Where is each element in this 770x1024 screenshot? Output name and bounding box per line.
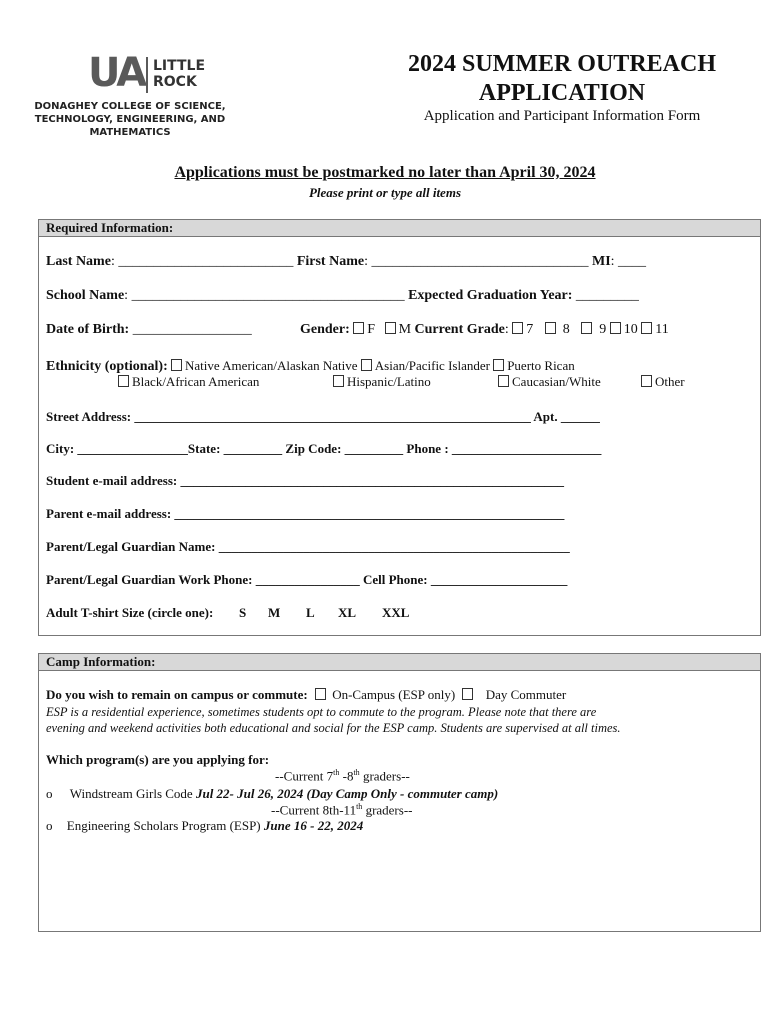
commute-question: Do you wish to remain on campus or commute:: [46, 687, 308, 702]
group-2-post: graders--: [362, 802, 413, 818]
ethnicity-native-label: Native American/Alaskan Native: [184, 358, 358, 373]
grade-9-checkbox[interactable]: [581, 322, 592, 334]
ethnicity-black-option: [118, 374, 259, 390]
program-2-row[interactable]: [46, 818, 363, 834]
ethnicity-puerto-rican-checkbox[interactable]: [493, 359, 504, 371]
group-2-pre: --Current 8th-11: [271, 802, 357, 818]
current-grade-label: Current Grade: [414, 322, 505, 337]
program-1-name: Windstream Girls Code: [69, 786, 193, 801]
dob-field[interactable]: _________________: [132, 322, 252, 337]
grade-8-label: 8: [562, 322, 570, 337]
street-row: [46, 409, 600, 425]
group-1-sup1: th: [333, 768, 340, 777]
group-1-header: [275, 768, 410, 784]
grade-10-checkbox[interactable]: [610, 322, 621, 334]
deadline-notice: Applications must be postmarked no later than April 30, 2024: [174, 164, 596, 181]
size-s[interactable]: S: [239, 605, 247, 620]
guardian-name-field[interactable]: ______________________________________________________: [218, 539, 570, 554]
size-xl[interactable]: XL: [338, 605, 357, 620]
city-field[interactable]: _________________: [77, 441, 188, 456]
page-title: 2024 SUMMER OUTREACH APPLICATION: [407, 51, 716, 106]
school-name-label: School Name: [46, 288, 125, 303]
size-xxl[interactable]: XXL: [382, 605, 410, 620]
city-row: [46, 441, 601, 457]
guardian-phone-row: [46, 572, 567, 588]
size-l[interactable]: L: [306, 605, 315, 620]
group-1-sup2: th: [353, 768, 360, 777]
street-field[interactable]: _____________________________________________________________: [134, 409, 531, 424]
guardian-name-row: [46, 539, 570, 555]
ethnicity-other-option: [641, 374, 685, 390]
ethnicity-asian-label: Asian/Pacific Islander: [374, 358, 490, 373]
gender-f-label: F: [367, 322, 376, 337]
logo-rock-text: ROCK: [153, 74, 197, 90]
grade-7-label: 7: [526, 322, 534, 337]
group-2-header: [271, 802, 412, 818]
last-name-label: Last Name: [46, 254, 111, 269]
ethnicity-asian-checkbox[interactable]: [361, 359, 372, 371]
parent-email-field[interactable]: ____________________________________________________________: [174, 506, 565, 521]
ethnicity-native-checkbox[interactable]: [171, 359, 182, 371]
ethnicity-black-label: Black/African American: [132, 374, 260, 389]
ethnicity-row-1: [46, 358, 575, 375]
ethnicity-black-checkbox[interactable]: [118, 375, 129, 387]
mi-label: MI: [591, 254, 611, 269]
city-label: City:: [46, 441, 75, 456]
programs-question: Which program(s) are you applying for:: [46, 752, 270, 767]
gender-m-label: M: [398, 322, 412, 337]
grade-8-checkbox[interactable]: [545, 322, 556, 334]
ethnicity-caucasian-checkbox[interactable]: [498, 375, 509, 387]
gender-m-checkbox[interactable]: [385, 322, 396, 334]
parent-email-row: [46, 506, 564, 522]
last-name-field[interactable]: _________________________: [118, 254, 294, 269]
apt-field[interactable]: ______: [560, 409, 600, 424]
ethnicity-hispanic-option: [333, 374, 431, 390]
school-row: School Name: _______________________________________ Expected Graduation Year: _________: [46, 288, 639, 303]
program-1-row[interactable]: [46, 786, 498, 802]
program-2-name: Engineering Scholars Program (ESP): [66, 818, 261, 833]
group-1-post: graders--: [359, 768, 410, 784]
esp-note-line-2: evening and weekend activities both educational and social for the ESP camp. Students are supervised at all times.: [46, 721, 621, 735]
ethnicity-caucasian-option: [498, 374, 601, 390]
grade-9-label: 9: [599, 322, 607, 337]
gender-grade-row: Gender: F M Current Grade: 7 8 9 10 11: [300, 322, 669, 337]
zip-label: Zip Code:: [285, 441, 342, 456]
first-name-field[interactable]: _______________________________: [371, 254, 589, 269]
on-campus-label: On-Campus (ESP only): [332, 687, 456, 702]
group-1-pre: --Current 7: [275, 768, 334, 784]
ethnicity-label: Ethnicity (optional):: [46, 359, 168, 374]
guardian-work-phone-label: Parent/Legal Guardian Work Phone:: [46, 572, 253, 587]
esp-note-line-1: ESP is a residential experience, sometimes students opt to commute to the program. Please note that there are: [46, 705, 597, 719]
dob-label: Date of Birth:: [46, 322, 130, 337]
camp-info-heading: Camp Information:: [39, 654, 760, 671]
ethnicity-hispanic-label: Hispanic/Latino: [347, 374, 431, 389]
guardian-name-label: Parent/Legal Guardian Name:: [46, 539, 216, 554]
logo-little-text: LITTLE: [153, 58, 206, 74]
day-commuter-checkbox[interactable]: [462, 688, 473, 700]
ethnicity-caucasian-label: Caucasian/White: [512, 374, 601, 389]
program-2-bullet[interactable]: o: [46, 818, 53, 833]
gender-f-checkbox[interactable]: [353, 322, 364, 334]
ua-little-rock-logo: [34, 50, 256, 145]
grade-11-label: 11: [655, 322, 669, 337]
mi-field[interactable]: ____: [618, 254, 647, 269]
first-name-label: First Name: [296, 254, 365, 269]
grad-year-label: Expected Graduation Year:: [408, 288, 573, 303]
student-email-label: Student e-mail address:: [46, 473, 178, 488]
student-email-row: [46, 473, 564, 489]
logo-ua-text: UA: [88, 50, 145, 96]
tshirt-row: [46, 605, 213, 621]
tshirt-label: Adult T-shirt Size (circle one):: [46, 605, 214, 620]
guardian-work-phone-field[interactable]: ________________: [255, 572, 360, 587]
group-1-mid: -8: [339, 768, 354, 784]
size-m[interactable]: M: [268, 605, 281, 620]
state-field[interactable]: _________: [223, 441, 283, 456]
grade-7-checkbox[interactable]: [512, 322, 523, 334]
cell-phone-field[interactable]: _____________________: [430, 572, 568, 587]
dob-row: [46, 322, 252, 338]
on-campus-checkbox[interactable]: [315, 688, 326, 700]
program-1-bullet[interactable]: o: [46, 786, 53, 801]
grade-11-checkbox[interactable]: [641, 322, 652, 334]
grad-year-field[interactable]: _________: [575, 288, 639, 303]
page-subtitle: Application and Participant Information Form: [423, 108, 701, 124]
print-note: Please print or type all items: [308, 185, 461, 200]
gender-label: Gender:: [300, 322, 350, 337]
logo-divider: [146, 57, 148, 93]
zip-field[interactable]: _________: [344, 441, 404, 456]
ethnicity-other-checkbox[interactable]: [641, 375, 652, 387]
group-2-sup: th: [356, 802, 363, 811]
street-label: Street Address:: [46, 409, 132, 424]
student-email-field[interactable]: ___________________________________________________________: [180, 473, 564, 488]
program-1-dates: Jul 22- Jul 26, 2024 (Day Camp Only - commuter camp): [195, 786, 499, 801]
commute-row: [46, 687, 566, 703]
parent-email-label: Parent e-mail address:: [46, 506, 172, 521]
ethnicity-puerto-rican-label: Puerto Rican: [507, 358, 575, 373]
ethnicity-hispanic-checkbox[interactable]: [333, 375, 344, 387]
school-name-field[interactable]: _______________________________________: [131, 288, 405, 303]
phone-label: Phone :: [406, 441, 449, 456]
ethnicity-other-label: Other: [655, 374, 685, 389]
state-label: State:: [187, 441, 221, 456]
cell-phone-label: Cell Phone:: [362, 572, 428, 587]
phone-field[interactable]: _______________________: [451, 441, 602, 456]
apt-label: Apt.: [533, 409, 558, 424]
day-commuter-label: Day Commuter: [485, 687, 567, 702]
logo-college-text: DONAGHEY COLLEGE OF SCIENCE, TECHNOLOGY, ENGINEERING, AND MATHEMATICS: [34, 101, 226, 138]
name-row: Last Name: _________________________ First Name: _______________________________ MI: ____: [46, 254, 647, 269]
program-2-dates: June 16 - 22, 2024: [263, 818, 364, 833]
grade-10-label: 10: [623, 322, 638, 337]
required-info-heading: Required Information:: [39, 220, 760, 237]
